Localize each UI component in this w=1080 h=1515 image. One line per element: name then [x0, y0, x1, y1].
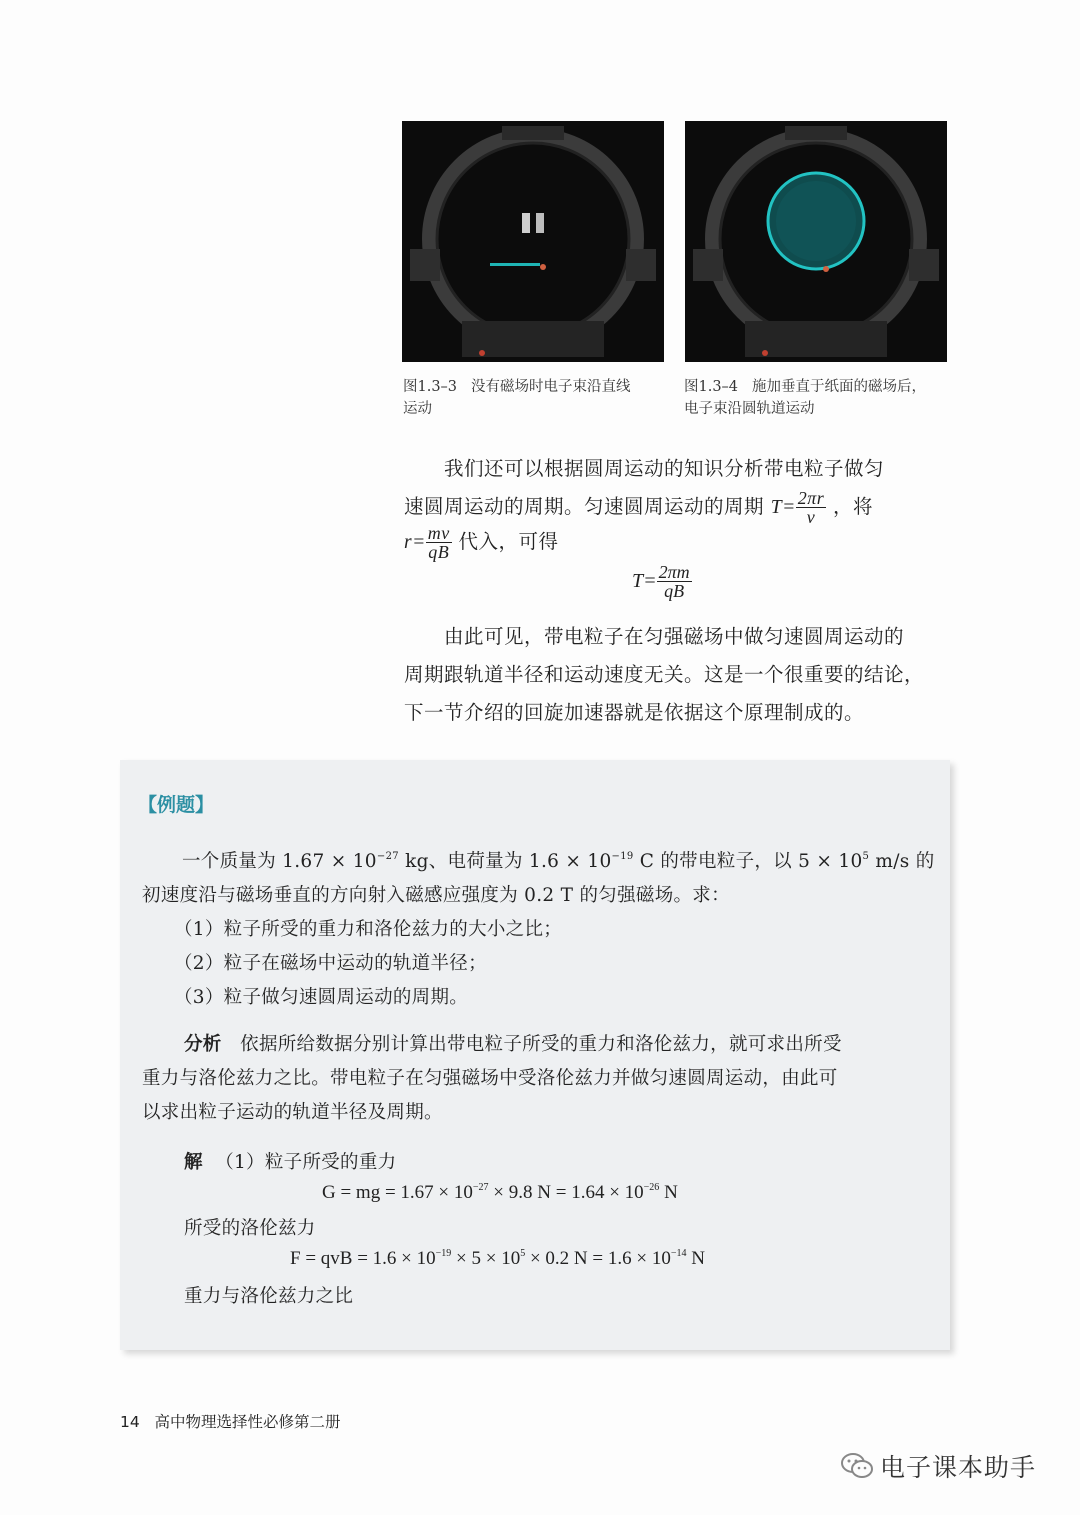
equation-period: T= $\frac{2\pi m}{qB}$ — [632, 562, 690, 601]
page-number: 14 — [120, 1413, 140, 1431]
analysis-line: 重力与洛伦兹力之比。带电粒子在匀强磁场中受洛伦兹力并做匀速圆周运动，由此可 — [142, 1068, 838, 1089]
watermark-text: 电子课本助手 — [880, 1453, 1037, 1482]
analysis-line: 以求出粒子运动的轨道半径及周期。 — [142, 1102, 443, 1123]
question-item: （3）粒子做匀速圆周运动的周期。 — [174, 987, 469, 1008]
example-solution: 解 （1）粒子所受的重力 — [184, 1152, 397, 1173]
question-item: （2）粒子在磁场中运动的轨道半径； — [174, 953, 487, 974]
body-line: 由此可见，带电粒子在匀强磁场中做匀速圆周运动的 — [444, 625, 905, 648]
book-title: 高中物理选择性必修第二册 — [154, 1413, 341, 1431]
page-footer — [120, 1410, 341, 1432]
example-analysis: 分析 依据所给数据分别计算出带电粒子所受的重力和洛伦兹力，就可求出所受 重力与洛伦兹力之比。带电粒子在匀强磁场中受洛伦兹力并做匀速圆周运动，由此可 以求出粒子运动的轨道半径及周期。 — [142, 1028, 942, 1130]
solution-line-ratio: 重力与洛伦兹力之比 — [184, 1286, 354, 1307]
question-line: 初速度沿与磁场垂直的方向射入磁感应强度为 0.2 T 的匀强磁场。求： — [142, 885, 730, 906]
figure-photo-circular-beam — [685, 121, 947, 362]
figure-photo-straight-beam — [402, 121, 664, 362]
equation-gravity: G = mg = $1.67 \times 10^{-27} \times 9.8$ $N = 1.64 \times 10^{-26}$ N — [322, 1182, 678, 1203]
body-line: 下一节介绍的回旋加速器就是依据这个原理制成的。 — [404, 701, 865, 724]
example-title: 【例题】 — [138, 794, 215, 816]
equation-lorentz: F = qvB = $1.6 \times 10^{-19} \times 5 \times 10^5 \times 0.2$ $N = 1.6 \times 10^{-14}$ N — [290, 1248, 705, 1269]
body-line: r= $\frac{mv}{qB}$ 代入，可得 — [404, 523, 559, 562]
body-line: 我们还可以根据圆周运动的知识分析带电粒子做匀 — [444, 457, 885, 480]
example-question — [142, 845, 942, 1015]
body-line: 周期跟轨道半径和运动速度无关。这是一个很重要的结论， — [404, 663, 925, 686]
question-item: （1）粒子所受的重力和洛伦兹力的大小之比； — [174, 919, 563, 940]
solution-line-lorentz: 所受的洛伦兹力 — [184, 1218, 316, 1239]
figure-caption-2: 图1.3–4 施加垂直于纸面的磁场后， 电子束沿圆轨道运动 — [684, 379, 927, 417]
body-paragraph-2 — [404, 618, 964, 732]
example-tab-corner — [330, 760, 348, 784]
question-line: 一个质量为 $1.67 \times 10^{-27}$ kg、电荷量为 $1.6 \times 10^{-19}$ C 的带电粒子，以 $5 \times 10^5$ m/s 的 — [182, 851, 935, 872]
body-paragraph-1 — [404, 450, 964, 562]
analysis-label: 分析 — [184, 1034, 222, 1055]
wechat-icon — [840, 1452, 874, 1486]
watermark — [840, 1448, 1036, 1486]
body-line: 速圆周运动的周期。匀速圆周运动的周期 T= $\frac{2\pi r}{v}$ ，将 — [404, 488, 873, 527]
figure-caption-1: 图1.3–3 没有磁场时电子束沿直线 运动 — [403, 379, 631, 417]
solution-label: 解 — [184, 1152, 203, 1173]
